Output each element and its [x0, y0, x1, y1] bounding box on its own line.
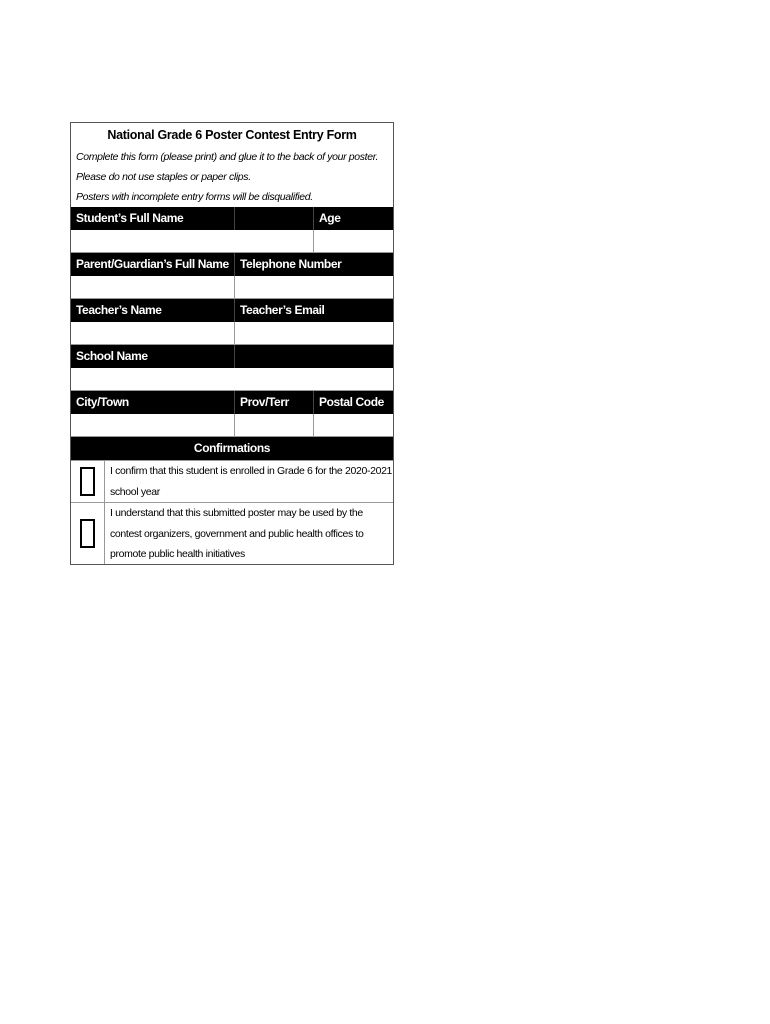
city-field[interactable] — [71, 414, 235, 437]
telephone-label: Telephone Number — [240, 257, 342, 271]
field-header-row — [71, 253, 393, 276]
school-name-field[interactable] — [71, 368, 393, 391]
field-input-row — [71, 414, 393, 437]
form-title: National Grade 6 Poster Contest Entry Form — [107, 128, 357, 142]
field-input-row — [71, 276, 393, 299]
confirmation-text: I confirm that this student is enrolled in Grade 6 for the 2020-2021 school year — [110, 465, 393, 498]
prov-field[interactable] — [235, 414, 314, 437]
postal-code-label: Postal Code — [319, 395, 384, 409]
postal-code-field[interactable] — [314, 414, 393, 437]
header-spacer — [235, 207, 314, 230]
enrollment-checkbox[interactable] — [80, 467, 95, 496]
instruction-line: Complete this form (please print) and glue it to the back of your poster. — [76, 151, 379, 163]
parent-name-field[interactable] — [71, 276, 235, 299]
consent-checkbox[interactable] — [80, 519, 95, 548]
school-name-label: School Name — [71, 345, 235, 368]
field-header-row — [71, 299, 393, 322]
field-input-row — [71, 230, 393, 253]
header-spacer — [235, 345, 393, 368]
prov-label: Prov/Terr — [235, 391, 314, 414]
teacher-name-label: Teacher’s Name — [71, 299, 235, 322]
field-input-row — [71, 368, 393, 391]
field-header-row — [71, 391, 393, 414]
confirmation-item — [71, 460, 393, 502]
instruction-line: Posters with incomplete entry forms will be disqualified. — [76, 191, 313, 203]
entry-form — [70, 122, 394, 565]
teacher-email-field[interactable] — [235, 322, 393, 345]
field-header-row — [71, 345, 393, 368]
teacher-name-field[interactable] — [71, 322, 235, 345]
confirmations-heading: Confirmations — [71, 437, 393, 460]
confirmation-text: I understand that this submitted poster may be used by the contest organizers, government and public health offices to promote public health initiatives — [110, 507, 364, 560]
city-label: City/Town — [71, 391, 235, 414]
student-name-field[interactable] — [71, 230, 314, 253]
age-label: Age — [319, 211, 341, 225]
field-input-row — [71, 322, 393, 345]
confirmation-item — [71, 502, 393, 564]
parent-name-label: Parent/Guardian’s Full Name — [71, 253, 235, 276]
age-field[interactable] — [314, 230, 393, 253]
teacher-email-label: Teacher’s Email — [240, 303, 325, 317]
instruction-line: Please do not use staples or paper clips. — [76, 171, 251, 183]
checkbox-cell — [71, 503, 105, 564]
telephone-field[interactable] — [235, 276, 393, 299]
student-name-label: Student’s Full Name — [71, 207, 235, 230]
field-header-row — [71, 207, 393, 230]
checkbox-cell — [71, 461, 105, 502]
